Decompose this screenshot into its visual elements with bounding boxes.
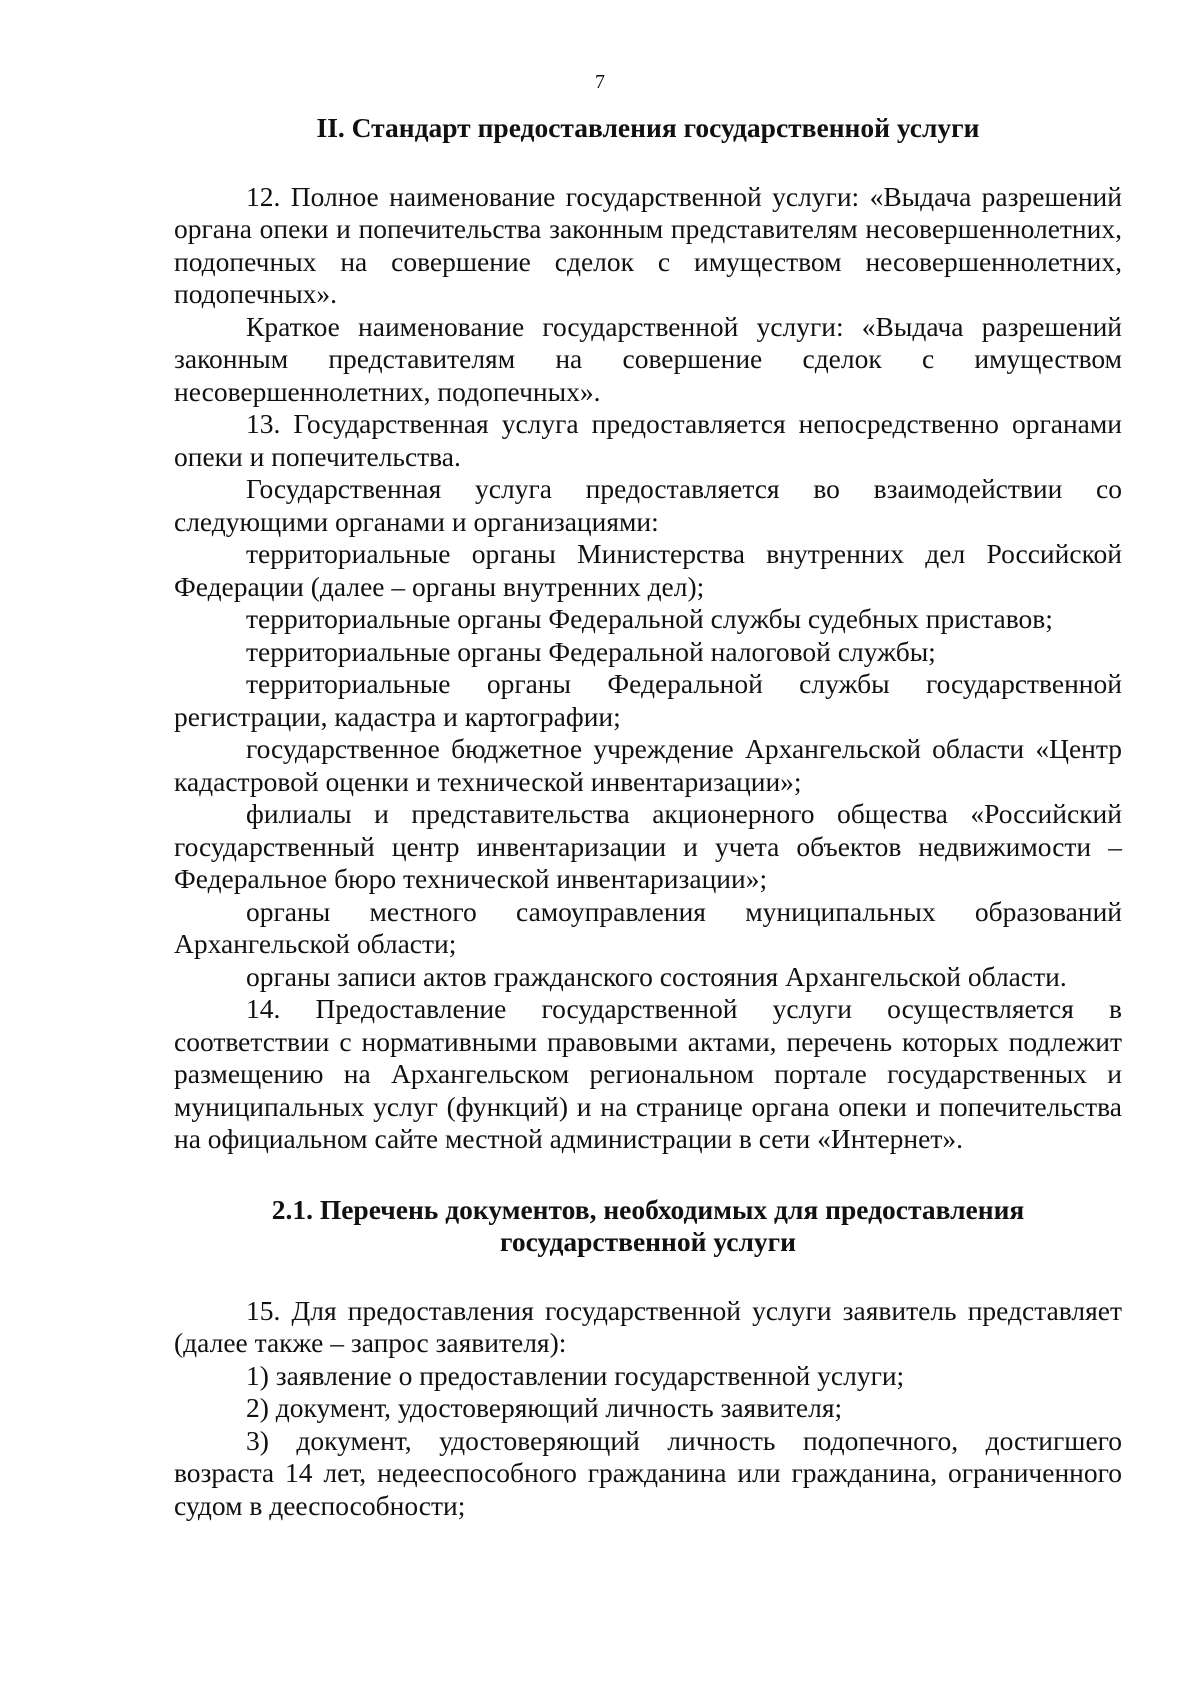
paragraph-12-full-name: 12. Полное наименование государственной услуги: «Выдача разрешений органа опеки и попечительства законным представителям несовершеннолетних, подопечных на совершение сделок с имуществом несовершеннолетних, подопечных». <box>174 180 1122 309</box>
list-item-local-government: органы местного самоуправления муниципальных образований Архангельской области; <box>174 895 1122 959</box>
paragraph-13: 13. Государственная услуга предоставляется непосредственно органами опеки и попечительства. <box>174 408 1122 472</box>
list-item-fssp: территориальные органы Федеральной службы судебных приставов; <box>246 603 1053 634</box>
subsection-title-line2: государственной услуги <box>500 1226 796 1257</box>
page-number: 7 <box>595 71 605 93</box>
paragraph-interaction: Государственная услуга предоставляется во взаимодействии со следующими органами и организациями: <box>174 473 1122 537</box>
list-item-fns: территориальные органы Федеральной налоговой службы; <box>246 635 936 667</box>
document-body <box>174 112 1122 1522</box>
section-title: II. Стандарт предоставления государственной услуги <box>316 112 980 143</box>
paragraph-15: 15. Для предоставления государственной услуги заявитель представляет (далее также – запрос заявителя): <box>174 1294 1122 1358</box>
doc-item-2: 2) документ, удостоверяющий личность заявителя; <box>246 1392 843 1423</box>
subsection-title <box>174 1194 1122 1259</box>
paragraph-14: 14. Предоставление государственной услуги осуществляется в соответствии с нормативными правовыми актами, перечень которых подлежит размещению на Архангельском региональном портале государственных и муниципальных услуг (функций) и на странице органа опеки и попечительства на официальном сайте местной администрации в сети «Интернет». <box>174 993 1122 1154</box>
subsection-title-line1: 2.1. Перечень документов, необходимых для предоставления <box>271 1193 1025 1225</box>
paragraph-short-name: Краткое наименование государственной услуги: «Выдача разрешений законным представителям на совершение сделок с имуществом несовершеннолетних, подопечных». <box>174 310 1122 407</box>
list-item-rosreestr: территориальные органы Федеральной службы государственной регистрации, кадастра и картографии; <box>174 668 1122 732</box>
list-item-zags: органы записи актов гражданского состояния Архангельской области. <box>246 960 1067 992</box>
doc-item-3: 3) документ, удостоверяющий личность подопечного, достигшего возраста 14 лет, недееспособного гражданина или гражданина, ограниченного судом в дееспособности; <box>174 1424 1122 1521</box>
list-item-mvd: территориальные органы Министерства внутренних дел Российской Федерации (далее – органы внутренних дел); <box>174 538 1122 602</box>
doc-item-1: 1) заявление о предоставлении государственной услуги; <box>246 1359 905 1391</box>
list-item-bti: филиалы и представительства акционерного общества «Российский государственный центр инвентаризации и учета объектов недвижимости – Федеральное бюро технической инвентаризации»; <box>174 798 1122 894</box>
list-item-cadastre-center: государственное бюджетное учреждение Архангельской области «Центр кадастровой оценки и технической инвентаризации»; <box>174 733 1122 797</box>
